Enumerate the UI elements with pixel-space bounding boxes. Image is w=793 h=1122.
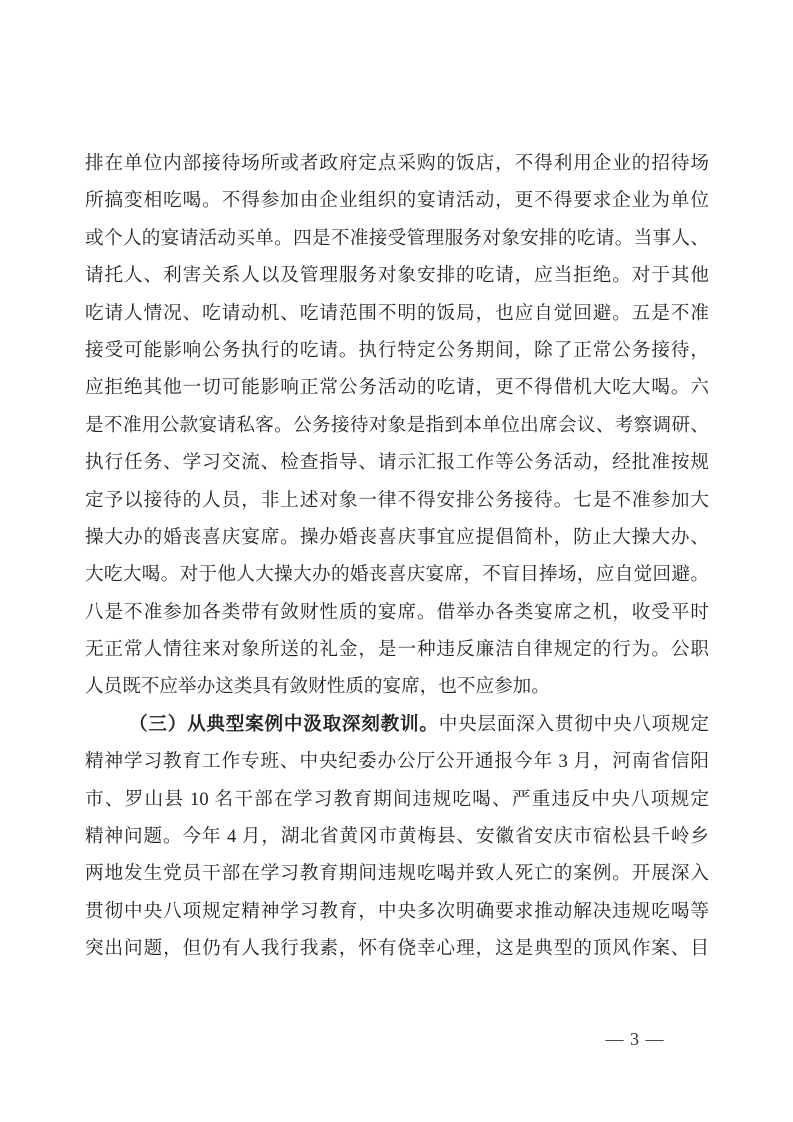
text-line: 或个人的宴请活动买单。四是不准接受管理服务对象安排的吃请。当事人、 (85, 227, 709, 249)
text-line: 请托人、利害关系人以及管理服务对象安排的吃请，应当拒绝。对于其他 (85, 265, 709, 287)
section-heading: （三）从典型案例中汲取深刻教训。 (129, 713, 439, 735)
paragraph-start-line: （三）从典型案例中汲取深刻教训。中央层面深入贯彻中央八项规定 (129, 713, 709, 735)
page-number: — 3 — (605, 1029, 665, 1049)
text-line: 是不准用公款宴请私客。公务接待对象是指到本单位出席会议、考察调研、 (85, 414, 709, 436)
text-line: 两地发生党员干部在学习教育期间违规吃喝并致人死亡的案例。开展深入 (85, 863, 709, 885)
text-line: 无正常人情往来对象所送的礼金，是一种违反廉洁自律规定的行为。公职 (85, 639, 709, 661)
text-line: 精神学习教育工作专班、中央纪委办公厅公开通报今年 3 月，河南省信阳 (85, 751, 709, 773)
document-body (85, 145, 709, 968)
text-line: 执行任务、学习交流、检查指导、请示汇报工作等公务活动，经批准按规 (85, 452, 709, 474)
text-line: 大吃大喝。对于他人大操大办的婚丧喜庆宴席，不盲目捧场，应自觉回避。 (85, 564, 709, 586)
paragraph-1 (85, 145, 709, 706)
text-line: 八是不准参加各类带有敛财性质的宴席。借举办各类宴席之机，收受平时 (85, 601, 709, 623)
text-line: 操大办的婚丧喜庆宴席。操办婚丧喜庆事宜应提倡简朴，防止大操大办、 (85, 526, 709, 548)
text-line: 精神问题。今年 4 月，湖北省黄冈市黄梅县、安徽省安庆市宿松县千岭乡 (85, 826, 709, 848)
paragraph-2 (85, 706, 709, 968)
text-line: 排在单位内部接待场所或者政府定点采购的饭店，不得利用企业的招待场 (85, 153, 709, 174)
text-line: 接受可能影响公务执行的吃请。执行特定公务期间，除了正常公务接待， (85, 339, 709, 361)
text-line: 人员既不应举办这类具有敛财性质的宴席，也不应参加。 (85, 676, 550, 698)
text-line: 贯彻中央八项规定精神学习教育，中央多次明确要求推动解决违规吃喝等 (85, 900, 709, 922)
text-line: 吃请人情况、吃请动机、吃请范围不明的饭局，也应自觉回避。五是不准 (85, 302, 709, 324)
text-line: 市、罗山县 10 名干部在学习教育期间违规吃喝、严重违反中央八项规定 (85, 788, 709, 810)
text-line: 所搞变相吃喝。不得参加由企业组织的宴请活动，更不得要求企业为单位 (85, 190, 709, 212)
text-line: 突出问题，但仍有人我行我素，怀有侥幸心理，这是典型的顶风作案、目 (85, 938, 709, 960)
text-line: 定予以接待的人员，非上述对象一律不得安排公务接待。七是不准参加大 (85, 489, 709, 511)
text-line: 应拒绝其他一切可能影响正常公务活动的吃请，更不得借机大吃大喝。六 (85, 377, 709, 399)
